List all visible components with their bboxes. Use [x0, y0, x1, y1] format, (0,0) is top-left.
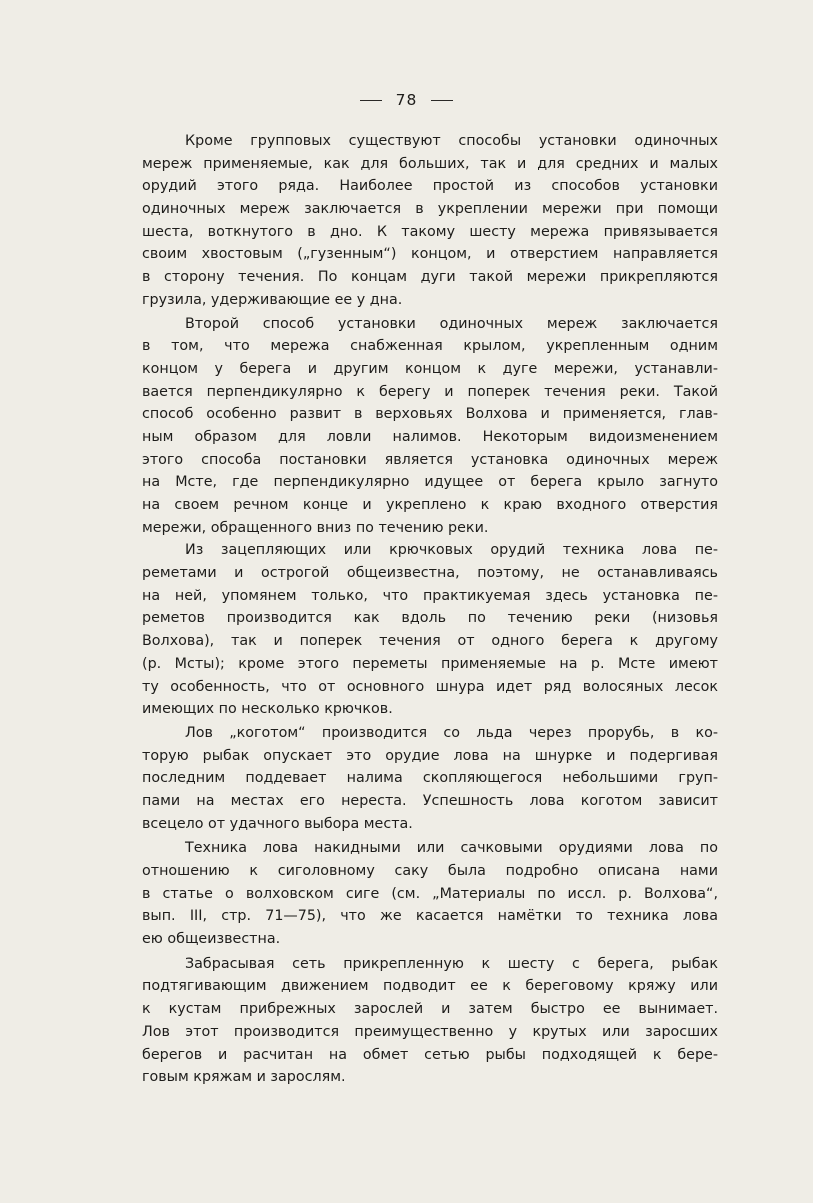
text-line: говым кряжам и зарослям. — [142, 1069, 346, 1086]
text-line: последним поддевает налима скопляющегося небольшими груп- — [142, 770, 718, 787]
text-line: Кроме групповых существуют способы установки одиночных — [185, 133, 718, 149]
right-dash — [431, 100, 453, 101]
text-line: отношению к сиголовному саку была подробно описана нами — [142, 863, 718, 879]
text-line: ным образом для ловли налимов. Некоторым видоизменением — [142, 428, 718, 445]
text-line: реметами и острогой общеизвестна, поэтому, не останавливаясь — [142, 565, 718, 582]
paragraph — [142, 130, 718, 312]
text-line: подтягивающим движением подводит ее к береговому кряжу или — [142, 978, 718, 995]
text-line: Волхова), так и поперек течения от одного берега к другому — [142, 633, 718, 650]
text-line: этого способа постановки является установка одиночных мереж — [142, 451, 718, 468]
paragraph — [142, 313, 718, 540]
text-line: ту особенность, что от основного шнура идет ряд волосяных лесок — [142, 678, 718, 695]
text-line: в том, что мережа снабженная крылом, укрепленным одним — [142, 338, 718, 355]
text-line: пами на местах его нереста. Успешность лова коготом зависит — [142, 792, 718, 809]
text-line: шеста, воткнутого в дно. К такому шесту мережа привязывается — [142, 223, 718, 240]
text-line: способ особенно развит в верховьях Волхова и применяется, глав- — [142, 406, 718, 423]
text-line: одиночных мереж заключается в укреплении мережи при помощи — [142, 201, 718, 218]
text-line: концом у берега и другим концом к дуге мережи, устанавли- — [142, 360, 718, 377]
text-line: имеющих по несколько крючков. — [142, 701, 393, 718]
text-line: на своем речном конце и укреплено к краю входного отверстия — [142, 497, 718, 513]
text-line: (р. Мсты); кроме этого переметы применяемые на р. Мсте имеют — [142, 655, 718, 672]
text-line: Техника лова накидными или сачковыми орудиями лова по — [185, 840, 718, 857]
text-line: Забрасывая сеть прикрепленную к шесту с берега, рыбак — [185, 955, 718, 972]
text-line: грузила, удерживающие ее у дна. — [142, 291, 403, 308]
text-line: на Мсте, где перпендикулярно идущее от берега крыло загнуто — [142, 474, 718, 491]
text-line: к кустам прибрежных зарослей и затем быстро ее вынимает. — [142, 1001, 718, 1018]
text-line: на ней, упомянем только, что практикуемая здесь установка пе- — [142, 587, 718, 604]
text-line: Лов этот производится преимущественно у крутых или заросших — [142, 1023, 718, 1040]
text-line: орудий этого ряда. Наиболее простой из способов установки — [142, 178, 718, 195]
paragraph — [142, 722, 718, 835]
text-line: вып. III, стр. 71—75), что же касается намётки то техника лова — [142, 908, 718, 925]
text-line: мережи, обращенного вниз по течению реки. — [142, 519, 489, 536]
text-line: вается перпендикулярно к берегу и поперек течения реки. Такой — [142, 383, 718, 400]
text-body — [142, 130, 718, 1089]
text-line: ею общеизвестна. — [142, 931, 281, 948]
paragraph — [142, 539, 718, 721]
page-number-header — [0, 91, 813, 109]
paragraph — [142, 837, 718, 950]
text-line: мереж применяемые, как для больших, так и для средних и малых — [142, 155, 718, 172]
text-line: всецело от удачного выбора места. — [142, 815, 413, 832]
text-line: Лов „коготом“ производится со льда через прорубь, в ко- — [185, 724, 718, 741]
text-line: Второй способ установки одиночных мереж заключается — [185, 315, 718, 332]
text-line: в сторону течения. По концам дуги такой мережи прикрепляются — [142, 269, 718, 286]
left-dash — [360, 100, 382, 101]
text-line: торую рыбак опускает это орудие лова на шнурке и подергивая — [142, 747, 718, 764]
paragraph — [142, 953, 718, 1089]
text-line: Из зацепляющих или крючковых орудий техника лова пе- — [185, 542, 718, 559]
text-line: берегов и расчитан на обмет сетью рыбы подходящей к бере- — [142, 1046, 718, 1063]
page-number: 78 — [395, 91, 418, 109]
text-line: в статье о волховском сиге (см. „Материалы по иссл. р. Волхова“, — [142, 885, 718, 902]
text-line: реметов производится как вдоль по течению реки (низовья — [142, 610, 718, 627]
text-line: своим хвостовым („гузенным“) концом, и отверстием направляется — [142, 246, 718, 263]
